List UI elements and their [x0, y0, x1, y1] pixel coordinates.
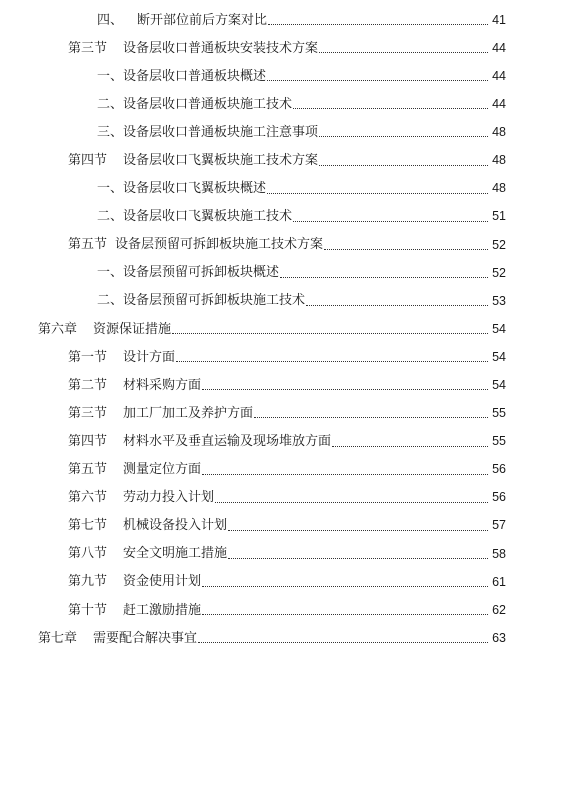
- dot-leader: [202, 388, 488, 390]
- dot-leader: [293, 107, 488, 109]
- toc-entry-title: 设备层收口普通板块施工注意事项: [123, 124, 319, 140]
- dot-leader: [332, 445, 488, 447]
- toc-entry-page-number: 51: [492, 209, 506, 224]
- toc-entry-number: 第四节: [68, 433, 108, 449]
- toc-entry-title: 设备层预留可拆卸板块概述: [123, 265, 280, 281]
- toc-entry-number: 第二节: [68, 377, 108, 393]
- toc-entry[interactable]: [0, 456, 574, 484]
- dot-leader: [215, 501, 488, 503]
- toc-entry-number: 三、: [97, 124, 124, 140]
- toc-entry-number: 四、: [97, 12, 124, 28]
- dot-leader: [319, 135, 488, 137]
- dot-leader: [280, 276, 488, 278]
- toc-entry-number: 第三节: [68, 405, 108, 421]
- toc-entry-number: 第五节: [68, 237, 108, 253]
- toc-entry[interactable]: [0, 146, 574, 174]
- toc-entry-page-number: 48: [492, 181, 506, 196]
- toc-entry-title: 设备层收口飞翼板块概述: [123, 181, 267, 197]
- toc-entry-number: 第七节: [68, 518, 108, 534]
- toc-entry-number: 第八节: [68, 546, 108, 562]
- toc-entry-number: 第十节: [68, 602, 108, 618]
- toc-entry[interactable]: [0, 6, 574, 34]
- toc-entry[interactable]: [0, 568, 574, 596]
- toc-entry-page-number: 48: [492, 153, 506, 168]
- toc-entry-page-number: 55: [492, 434, 506, 449]
- toc-entry-title: 设备层收口飞翼板块施工技术方案: [123, 153, 319, 169]
- toc-entry-title: 设备层收口普通板块施工技术: [123, 96, 293, 112]
- dot-leader: [319, 164, 488, 166]
- toc-entry[interactable]: [0, 90, 574, 118]
- toc-entry-page-number: 53: [492, 293, 506, 308]
- toc-entry[interactable]: [0, 427, 574, 455]
- toc-entry-title: 需要配合解决事宜: [93, 630, 198, 646]
- toc-entry-title: 材料水平及垂直运输及现场堆放方面: [123, 433, 332, 449]
- toc-entry-page-number: 44: [492, 97, 506, 112]
- dot-leader: [228, 529, 488, 531]
- toc-entry-title: 设备层预留可拆卸板块施工技术方案: [115, 237, 324, 253]
- toc-entry-number: 二、: [97, 293, 124, 309]
- toc-entry-page-number: 52: [492, 237, 506, 252]
- toc-entry-page-number: 48: [492, 125, 506, 140]
- toc-entry[interactable]: [0, 231, 574, 259]
- toc-entry[interactable]: [0, 62, 574, 90]
- toc-entry-page-number: 55: [492, 406, 506, 421]
- toc-entry-page-number: 57: [492, 518, 506, 533]
- toc-entry[interactable]: [0, 315, 574, 343]
- toc-entry[interactable]: [0, 343, 574, 371]
- dot-leader: [268, 23, 488, 25]
- toc-entry[interactable]: [0, 371, 574, 399]
- toc-entry-number: 一、: [97, 181, 124, 197]
- dot-leader: [172, 332, 488, 334]
- toc-entry[interactable]: [0, 399, 574, 427]
- toc-entry-title: 设备层收口普通板块概述: [123, 68, 267, 84]
- toc-entry-title: 机械设备投入计划: [123, 518, 228, 534]
- toc-entry[interactable]: [0, 203, 574, 231]
- toc-entry-page-number: 44: [492, 68, 506, 83]
- dot-leader: [198, 641, 488, 643]
- toc-entry-title: 加工厂加工及养护方面: [123, 405, 254, 421]
- dot-leader: [267, 79, 488, 81]
- toc-entry[interactable]: [0, 34, 574, 62]
- toc-entry-page-number: 44: [492, 40, 506, 55]
- toc-entry-page-number: 56: [492, 490, 506, 505]
- toc-entry[interactable]: [0, 287, 574, 315]
- toc-entry-title: 劳动力投入计划: [123, 490, 215, 506]
- dot-leader: [228, 557, 488, 559]
- toc-entry-title: 赶工激励措施: [123, 602, 202, 618]
- toc-entry-title: 安全文明施工措施: [123, 546, 228, 562]
- toc-entry-page-number: 54: [492, 321, 506, 336]
- toc-entry-number: 二、: [97, 209, 124, 225]
- toc-entry-number: 一、: [97, 68, 124, 84]
- toc-entry-page-number: 61: [492, 574, 506, 589]
- toc-entry-page-number: 54: [492, 349, 506, 364]
- dot-leader: [293, 220, 488, 222]
- toc-entry-page-number: 54: [492, 378, 506, 393]
- toc-entry[interactable]: [0, 624, 574, 652]
- dot-leader: [254, 416, 488, 418]
- dot-leader: [176, 360, 488, 362]
- toc-entry[interactable]: [0, 175, 574, 203]
- toc-entry-number: 第六章: [38, 321, 78, 337]
- toc-entry-title: 设备层预留可拆卸板块施工技术: [123, 293, 306, 309]
- toc-entry-title: 资源保证措施: [93, 321, 172, 337]
- toc-entry-number: 第九节: [68, 574, 108, 590]
- toc-entry-title: 设备层收口普通板块安装技术方案: [123, 40, 319, 56]
- toc-entry[interactable]: [0, 512, 574, 540]
- dot-leader: [324, 248, 488, 250]
- toc-entry-title: 资金使用计划: [123, 574, 202, 590]
- toc-entry-number: 第三节: [68, 40, 108, 56]
- toc-entry-page-number: 63: [492, 630, 506, 645]
- toc-entry-page-number: 56: [492, 462, 506, 477]
- toc-entry-number: 第六节: [68, 490, 108, 506]
- toc-entry-title: 设备层收口飞翼板块施工技术: [123, 209, 293, 225]
- toc-entry-page-number: 58: [492, 546, 506, 561]
- toc-entry-number: 第五节: [68, 462, 108, 478]
- toc-entry-number: 第七章: [38, 630, 78, 646]
- dot-leader: [267, 192, 488, 194]
- dot-leader: [202, 585, 488, 587]
- toc-entry-title: 材料采购方面: [123, 377, 202, 393]
- toc-entry-number: 第一节: [68, 349, 108, 365]
- toc-entry[interactable]: [0, 259, 574, 287]
- toc-entry[interactable]: [0, 540, 574, 568]
- toc-entry[interactable]: [0, 118, 574, 146]
- toc-entry-number: 二、: [97, 96, 124, 112]
- toc-entry[interactable]: [0, 596, 574, 624]
- dot-leader: [306, 304, 488, 306]
- toc-entry-title: 断开部位前后方案对比: [137, 12, 268, 28]
- toc-entry-page-number: 52: [492, 265, 506, 280]
- toc-entry-title: 设计方面: [123, 349, 176, 365]
- toc-entry-page-number: 41: [492, 12, 506, 27]
- table-of-contents: [0, 6, 574, 652]
- toc-entry-page-number: 62: [492, 602, 506, 617]
- toc-entry-number: 一、: [97, 265, 124, 281]
- dot-leader: [202, 473, 488, 475]
- dot-leader: [202, 613, 488, 615]
- dot-leader: [319, 51, 488, 53]
- toc-entry[interactable]: [0, 484, 574, 512]
- toc-entry-title: 测量定位方面: [123, 462, 202, 478]
- toc-entry-number: 第四节: [68, 153, 108, 169]
